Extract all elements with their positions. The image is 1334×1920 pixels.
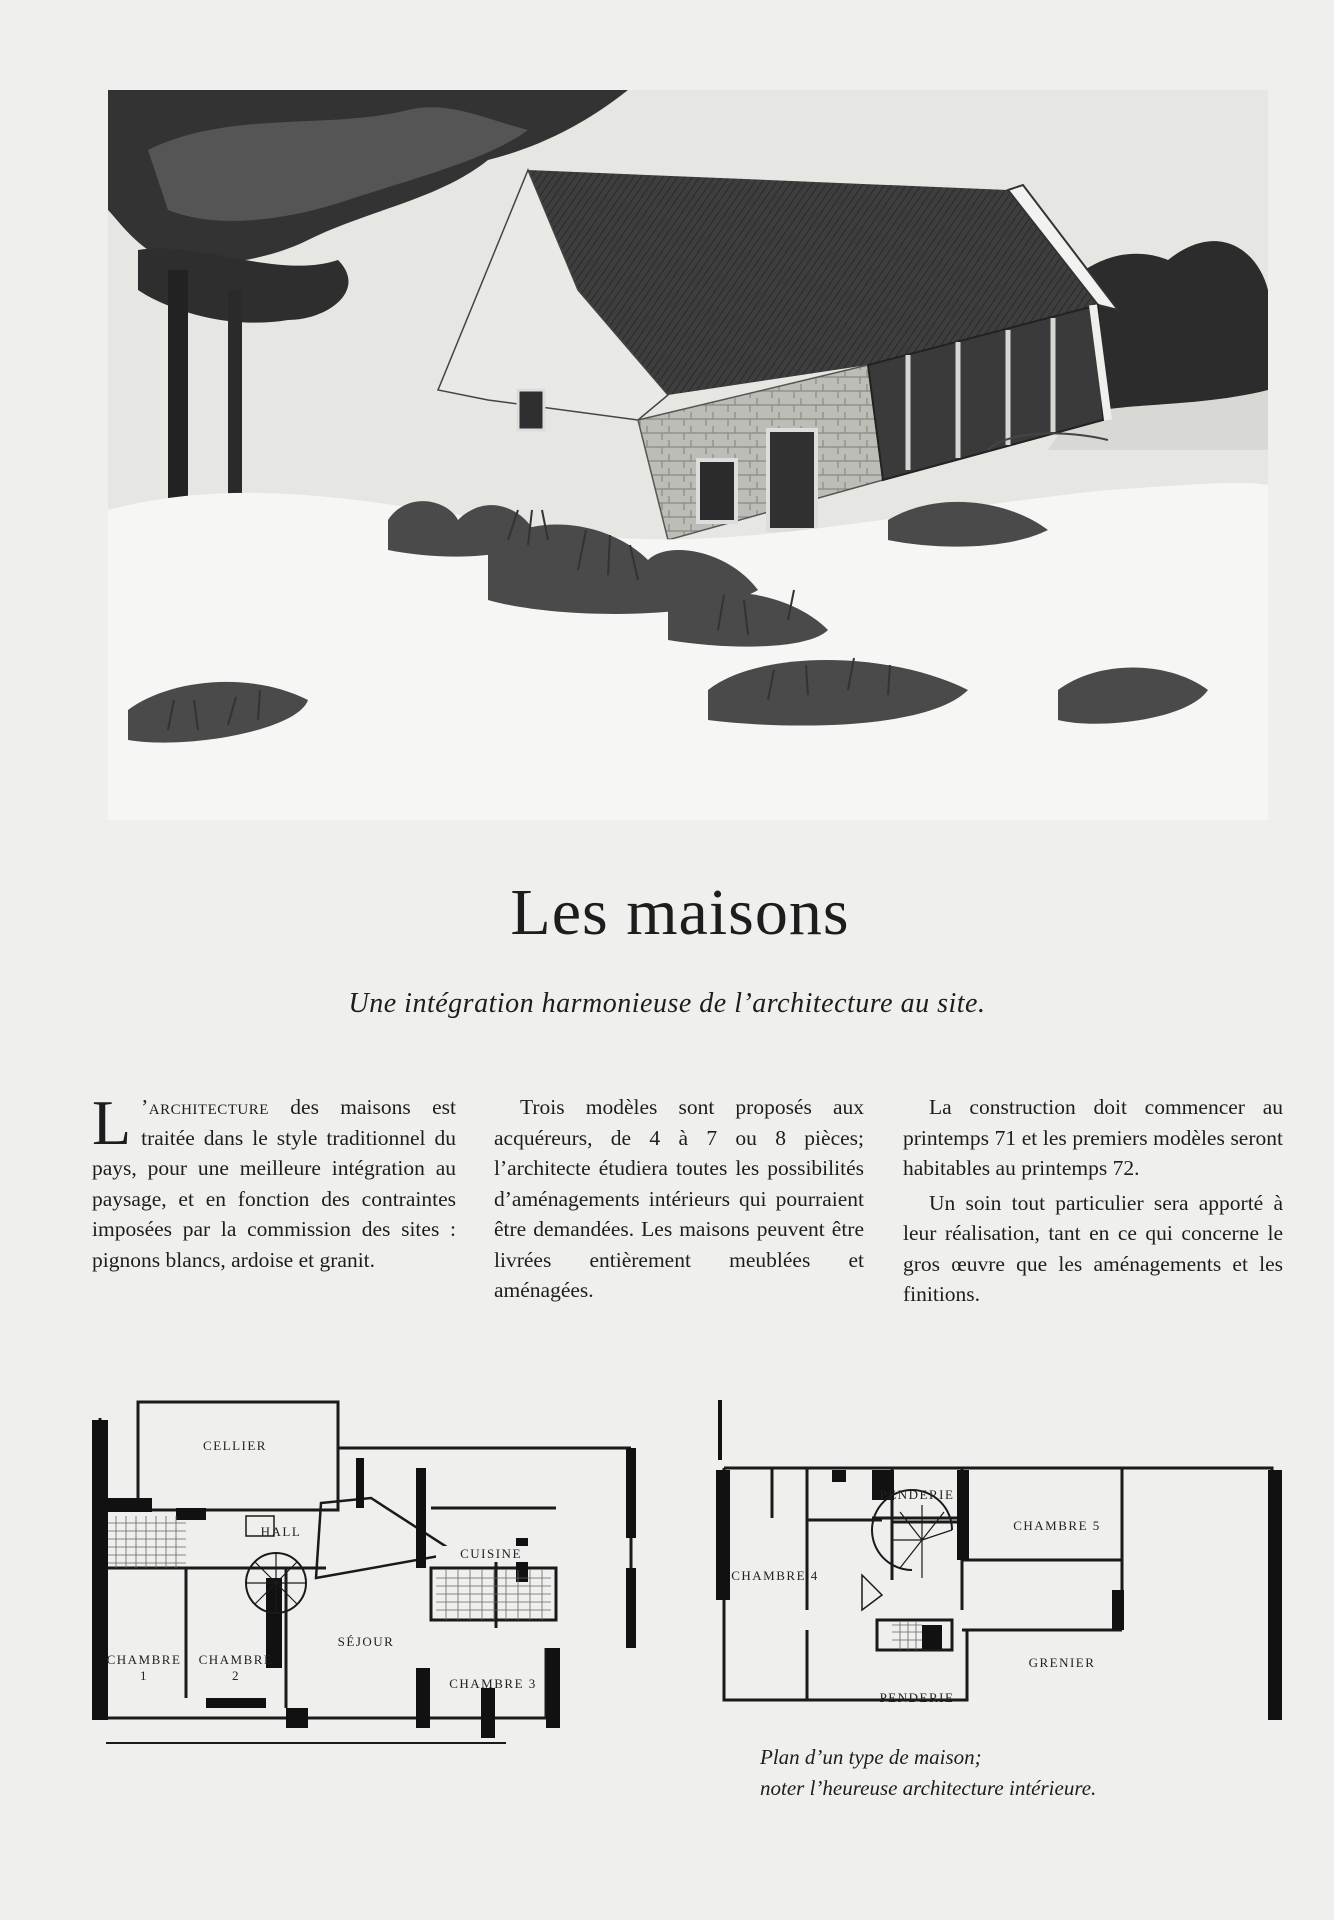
caption-line-2: noter l’heureuse architecture intérieure. — [760, 1776, 1097, 1800]
room-label-hall: HALL — [260, 1524, 302, 1539]
paragraph: La construction doit commencer au printemps 71 et les premiers modèles seront habitables au printemps 72. — [903, 1095, 1283, 1180]
text-column-1 — [92, 1087, 456, 1275]
lead-in: ’architecture — [141, 1095, 269, 1119]
house-drawing — [108, 90, 1268, 820]
room-label-grenier: GRENIER — [1028, 1655, 1096, 1670]
house-illustration — [108, 90, 1268, 820]
room-label-chambre-5: CHAMBRE 5 — [1013, 1518, 1101, 1533]
room-label-penderie-bottom: PENDERIE — [879, 1690, 955, 1705]
room-label-penderie-top: PENDERIE — [879, 1487, 955, 1502]
room-label-chambre-4: CHAMBRE 4 — [731, 1568, 819, 1583]
room-label-chambre-2: CHAMBRE 2 — [198, 1652, 274, 1683]
room-label-chambre-3: CHAMBRE 3 — [449, 1676, 537, 1691]
page-subtitle: Une intégration harmonieuse de l’architecture au site. — [348, 988, 986, 1019]
room-label-cuisine: CUISINE — [436, 1546, 546, 1562]
page-title: Les maisons — [510, 876, 850, 949]
paragraph: Trois modèles sont proposés aux acquéreurs, de 4 à 7 ou 8 pièces; l’architecte étudiera toutes les possibilités d’aménagements intérieurs qui pourraient être demandées. Les maisons peuvent être livrées entièrement meublées et aménagées. — [494, 1095, 864, 1302]
room-label-chambre-1: CHAMBRE 1 — [106, 1652, 182, 1683]
drop-cap: L — [92, 1087, 132, 1158]
text-column-2 — [494, 1092, 864, 1306]
upper-floor-plan — [712, 1400, 1292, 1730]
paragraph-text: des maisons est traitée dans le style traditionnel du pays, pour une meilleure intégration au paysage, et en fonction des contraintes imposées par la commission des sites : pignons blancs, ardoise et granit. — [92, 1095, 456, 1272]
room-label-sejour: SÉJOUR — [337, 1634, 395, 1649]
paragraph: Un soin tout particulier sera apporté à leur réalisation, tant en ce qui concerne le gros œuvre que les aménagements et les finitions. — [903, 1190, 1283, 1306]
caption-line-1: Plan d’un type de maison; — [760, 1745, 982, 1769]
room-label-cellier: CELLIER — [203, 1438, 267, 1453]
text-column-3 — [903, 1092, 1283, 1310]
plan-caption — [760, 1742, 1280, 1804]
paragraph — [92, 1087, 456, 1275]
ground-floor-plan — [86, 1398, 646, 1770]
upper-floor-drawing — [712, 1400, 1292, 1730]
